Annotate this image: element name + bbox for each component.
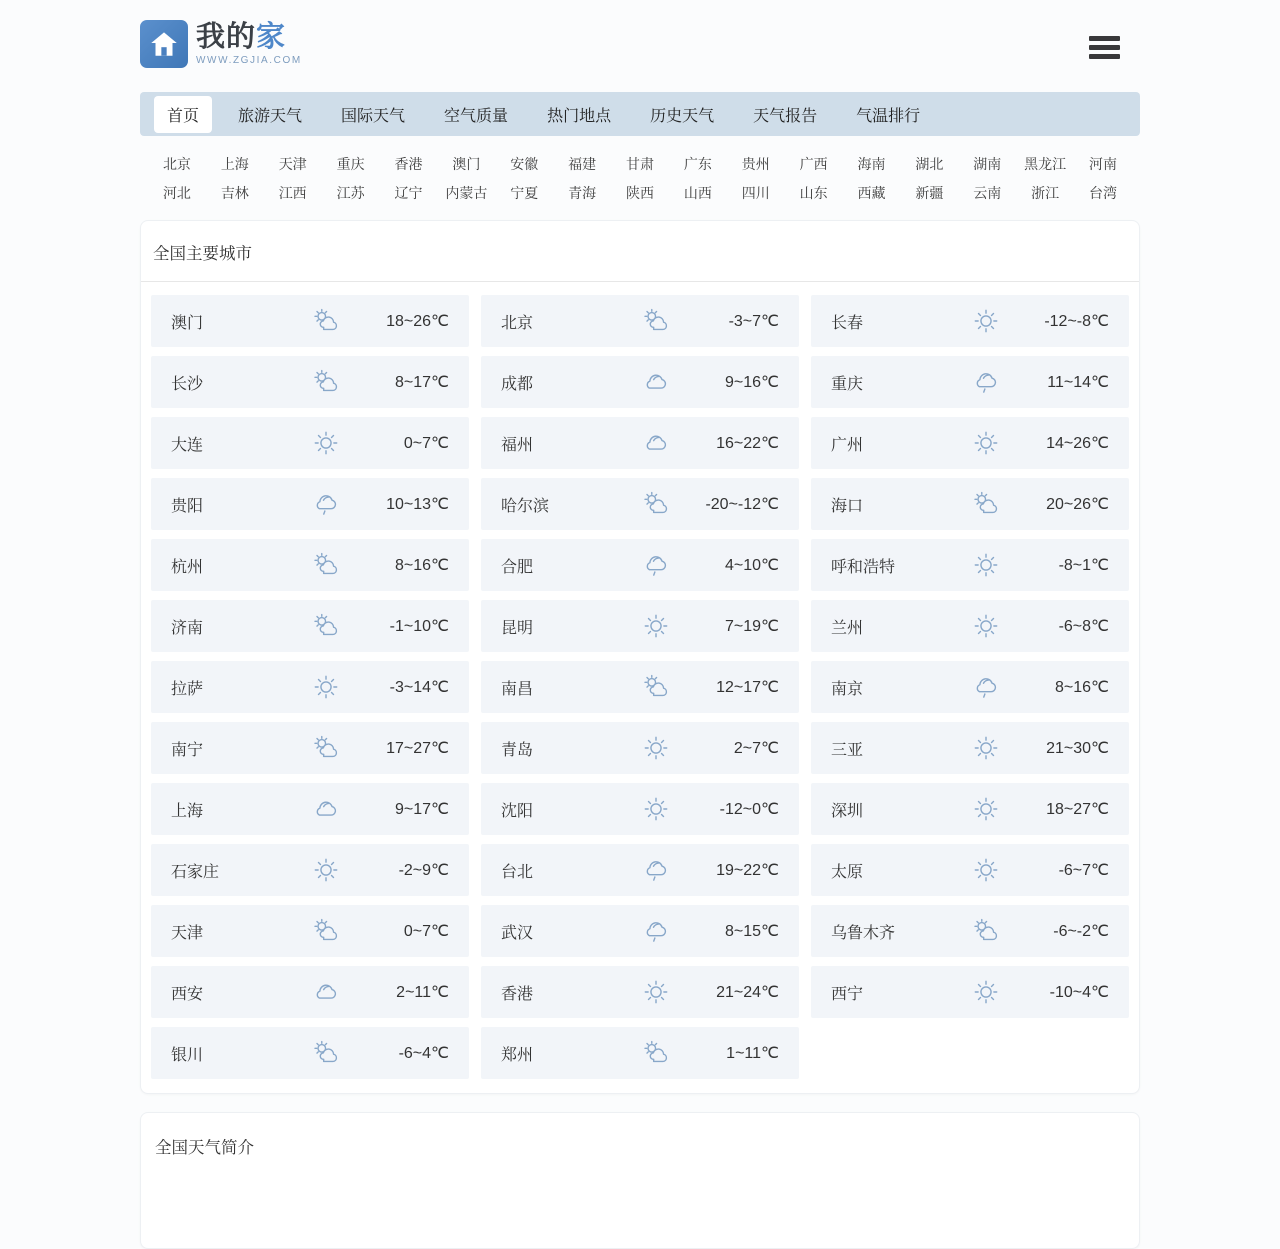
house-icon [147, 27, 181, 61]
partly-cloudy-icon [641, 489, 671, 519]
city-weather-cell[interactable] [481, 600, 799, 652]
city-name: 福州 [501, 436, 534, 454]
city-weather-cell[interactable] [151, 417, 469, 469]
partly-cloudy-icon [311, 733, 341, 763]
province-link[interactable]: 陕西 [625, 185, 654, 201]
city-weather-cell[interactable] [811, 539, 1129, 591]
city-name: 长春 [831, 314, 864, 332]
city-weather-cell[interactable] [151, 539, 469, 591]
province-link[interactable]: 上海 [220, 156, 249, 172]
partly-cloudy-icon [311, 1038, 341, 1068]
city-weather-cell[interactable] [811, 783, 1129, 835]
city-name: 三亚 [831, 741, 864, 759]
city-temperature: 8~16℃ [1054, 679, 1109, 696]
weather-icon-slot [971, 794, 1001, 824]
site-logo[interactable] [140, 20, 302, 68]
city-weather-cell[interactable] [151, 905, 469, 957]
partly-cloudy-icon [971, 489, 1001, 519]
province-link[interactable]: 湖南 [973, 156, 1002, 172]
weather-icon-slot [971, 550, 1001, 580]
nav-tab-0[interactable]: 首页 [154, 96, 212, 133]
partly-cloudy-icon [311, 611, 341, 641]
province-link[interactable]: 西藏 [857, 185, 886, 201]
city-name: 济南 [171, 619, 204, 637]
weather-icon-slot [311, 550, 341, 580]
weather-icon-slot [311, 916, 341, 946]
logo-text [196, 22, 302, 66]
city-name: 太原 [831, 863, 864, 881]
city-name: 武汉 [501, 924, 534, 942]
header [140, 0, 1140, 75]
city-name: 石家庄 [171, 863, 220, 881]
city-temperature: 16~22℃ [716, 435, 779, 452]
city-weather-cell[interactable] [151, 783, 469, 835]
city-temperature: -2~9℃ [398, 862, 449, 879]
city-weather-cell[interactable] [151, 1027, 469, 1079]
city-weather-cell[interactable] [481, 539, 799, 591]
city-temperature: 2~7℃ [733, 740, 779, 757]
city-temperature: 7~19℃ [724, 618, 779, 635]
province-link[interactable]: 江西 [278, 185, 307, 201]
city-temperature: -6~4℃ [398, 1045, 449, 1062]
weather-icon-slot [641, 489, 671, 519]
city-weather-cell[interactable] [481, 661, 799, 713]
cloudy-icon [641, 367, 671, 397]
weather-icon-slot [971, 977, 1001, 1007]
city-temperature: 8~15℃ [724, 923, 779, 940]
major-cities-card [140, 220, 1140, 1094]
city-name: 北京 [501, 314, 534, 332]
cloudy-icon [311, 977, 341, 1007]
province-link[interactable]: 新疆 [915, 185, 944, 201]
province-link[interactable]: 甘肃 [625, 156, 654, 172]
partly-cloudy-icon [971, 916, 1001, 946]
city-weather-cell[interactable] [811, 417, 1129, 469]
hamburger-menu-icon[interactable] [1089, 32, 1120, 63]
city-name: 天津 [171, 924, 204, 942]
city-name: 上海 [171, 802, 204, 820]
city-temperature: 0~7℃ [403, 923, 449, 940]
weather-icon-slot [641, 977, 671, 1007]
city-weather-cell[interactable] [481, 783, 799, 835]
weather-icon-slot [641, 794, 671, 824]
city-temperature: 9~16℃ [724, 374, 779, 391]
city-grid [141, 282, 1139, 1093]
city-name: 青岛 [501, 741, 534, 759]
sunny-icon [641, 611, 671, 641]
city-temperature: 21~24℃ [716, 984, 779, 1001]
city-name: 昆明 [501, 619, 534, 637]
partly-cloudy-icon [641, 1038, 671, 1068]
province-link[interactable]: 吉林 [220, 185, 249, 201]
nav-tab-4[interactable]: 热门地点 [547, 107, 612, 125]
city-name: 呼和浩特 [831, 558, 896, 576]
city-name: 长沙 [171, 375, 204, 393]
city-weather-cell[interactable] [811, 478, 1129, 530]
weather-icon-slot [311, 855, 341, 885]
province-link[interactable]: 海南 [857, 156, 886, 172]
weather-icon-slot [311, 428, 341, 458]
weather-icon-slot [971, 916, 1001, 946]
sunny-icon [971, 977, 1001, 1007]
sunny-icon [311, 428, 341, 458]
rain-icon [311, 489, 341, 519]
city-weather-cell[interactable] [481, 722, 799, 774]
city-name: 拉萨 [171, 680, 204, 698]
city-weather-cell[interactable] [151, 356, 469, 408]
city-temperature: 10~13℃ [386, 496, 449, 513]
province-links [140, 152, 1140, 205]
sunny-icon [971, 611, 1001, 641]
city-weather-cell[interactable] [151, 844, 469, 896]
city-temperature: -12~0℃ [719, 801, 779, 818]
cloudy-icon [311, 794, 341, 824]
logo-title: 我的家 [196, 21, 287, 53]
weather-icon-slot [971, 672, 1001, 702]
weather-icon-slot [971, 611, 1001, 641]
province-link[interactable]: 广西 [799, 156, 828, 172]
sunny-icon [971, 550, 1001, 580]
province-link[interactable]: 湖北 [915, 156, 944, 172]
city-name: 沈阳 [501, 802, 534, 820]
nav-tab-1[interactable]: 旅游天气 [238, 107, 303, 125]
weather-summary-card [140, 1112, 1140, 1249]
province-link[interactable]: 青海 [568, 185, 597, 201]
rain-icon [641, 916, 671, 946]
city-name: 合肥 [501, 558, 534, 576]
city-name: 西安 [171, 985, 204, 1003]
city-name: 郑州 [501, 1046, 534, 1064]
nav-tab-2[interactable]: 国际天气 [341, 107, 406, 125]
rain-icon [641, 550, 671, 580]
weather-icon-slot [641, 367, 671, 397]
city-temperature: 2~11℃ [396, 984, 449, 1001]
weather-icon-slot [971, 733, 1001, 763]
city-temperature: 21~30℃ [1046, 740, 1109, 757]
weather-icon-slot [311, 1038, 341, 1068]
partly-cloudy-icon [311, 550, 341, 580]
sunny-icon [641, 794, 671, 824]
city-name: 成都 [501, 375, 534, 393]
province-link[interactable]: 福建 [568, 156, 597, 172]
city-temperature: 4~10℃ [724, 557, 779, 574]
sunny-icon [311, 672, 341, 702]
rain-icon [971, 367, 1001, 397]
province-link[interactable]: 北京 [162, 156, 191, 172]
city-weather-cell[interactable] [481, 966, 799, 1018]
sunny-icon [971, 733, 1001, 763]
province-link[interactable]: 贵州 [741, 156, 770, 172]
weather-icon-slot [311, 306, 341, 336]
sunny-icon [311, 855, 341, 885]
city-weather-cell[interactable] [151, 966, 469, 1018]
city-name: 哈尔滨 [501, 497, 550, 515]
weather-icon-slot [641, 306, 671, 336]
city-temperature: 0~7℃ [403, 435, 449, 452]
partly-cloudy-icon [311, 916, 341, 946]
city-temperature: -12~-8℃ [1044, 313, 1109, 330]
sunny-icon [971, 306, 1001, 336]
city-name: 兰州 [831, 619, 864, 637]
weather-summary-title: 全国天气简介 [155, 1139, 254, 1157]
city-name: 澳门 [171, 314, 204, 332]
weather-icon-slot [641, 855, 671, 885]
weather-icon-slot [311, 367, 341, 397]
partly-cloudy-icon [641, 672, 671, 702]
city-name: 香港 [501, 985, 534, 1003]
weather-icon-slot [311, 489, 341, 519]
city-name: 南宁 [171, 741, 204, 759]
weather-icon-slot [311, 672, 341, 702]
city-weather-cell[interactable] [811, 844, 1129, 896]
city-weather-cell[interactable] [151, 478, 469, 530]
sunny-icon [971, 855, 1001, 885]
province-link[interactable]: 重庆 [336, 156, 365, 172]
city-name: 广州 [831, 436, 864, 454]
province-link[interactable]: 辽宁 [394, 185, 423, 201]
province-link[interactable]: 澳门 [452, 156, 481, 172]
logo-box [140, 20, 188, 68]
province-link[interactable]: 浙江 [1031, 185, 1060, 201]
nav-tab-5[interactable]: 历史天气 [650, 107, 715, 125]
city-name: 海口 [831, 497, 864, 515]
weather-icon-slot [641, 672, 671, 702]
city-weather-cell[interactable] [811, 966, 1129, 1018]
province-link[interactable]: 云南 [973, 185, 1002, 201]
province-link[interactable]: 江苏 [336, 185, 365, 201]
city-temperature: 19~22℃ [716, 862, 779, 879]
city-temperature: 9~17℃ [394, 801, 449, 818]
weather-icon-slot [311, 733, 341, 763]
city-weather-cell[interactable] [811, 600, 1129, 652]
province-link[interactable]: 河南 [1089, 156, 1118, 172]
city-temperature: -10~4℃ [1049, 984, 1109, 1001]
city-name: 深圳 [831, 802, 864, 820]
city-temperature: 17~27℃ [386, 740, 449, 757]
city-temperature: 18~26℃ [386, 313, 449, 330]
city-temperature: 11~14℃ [1047, 374, 1109, 391]
city-temperature: 8~16℃ [394, 557, 449, 574]
city-temperature: -20~-12℃ [705, 496, 779, 513]
city-weather-cell[interactable] [481, 478, 799, 530]
province-link[interactable]: 台湾 [1089, 185, 1118, 201]
city-weather-cell[interactable] [481, 905, 799, 957]
city-weather-cell[interactable] [151, 661, 469, 713]
province-link[interactable]: 山西 [683, 185, 712, 201]
city-name: 南京 [831, 680, 864, 698]
province-link[interactable]: 天津 [278, 156, 307, 172]
city-weather-cell[interactable] [151, 295, 469, 347]
weather-icon-slot [971, 306, 1001, 336]
province-link[interactable]: 黑龙江 [1024, 156, 1067, 172]
sunny-icon [971, 794, 1001, 824]
city-name: 重庆 [831, 375, 864, 393]
weather-icon-slot [641, 428, 671, 458]
city-temperature: 1~11℃ [726, 1045, 779, 1062]
partly-cloudy-icon [311, 367, 341, 397]
city-temperature: -6~-2℃ [1053, 923, 1109, 940]
major-cities-title: 全国主要城市 [141, 221, 1139, 282]
city-name: 西宁 [831, 985, 864, 1003]
nav-tab-6[interactable]: 天气报告 [753, 107, 818, 125]
city-weather-cell[interactable] [811, 722, 1129, 774]
weather-icon-slot [641, 611, 671, 641]
cloudy-icon [641, 428, 671, 458]
city-name: 乌鲁木齐 [831, 924, 896, 942]
city-name: 贵阳 [171, 497, 204, 515]
city-name: 杭州 [171, 558, 204, 576]
sunny-icon [971, 428, 1001, 458]
page-container [140, 0, 1140, 1249]
city-temperature: -6~7℃ [1058, 862, 1109, 879]
city-weather-cell[interactable] [481, 356, 799, 408]
city-weather-cell[interactable] [811, 661, 1129, 713]
logo-subtitle: WWW.ZGJIA.COM [196, 55, 302, 66]
city-weather-cell[interactable] [811, 905, 1129, 957]
weather-icon-slot [641, 916, 671, 946]
province-link[interactable]: 宁夏 [510, 185, 539, 201]
city-name: 台北 [501, 863, 534, 881]
province-link[interactable]: 山东 [799, 185, 828, 201]
city-temperature: -3~14℃ [389, 679, 449, 696]
city-weather-cell[interactable] [481, 844, 799, 896]
city-temperature: -8~1℃ [1058, 557, 1109, 574]
city-temperature: 12~17℃ [716, 679, 779, 696]
province-link[interactable]: 四川 [741, 185, 770, 201]
province-link[interactable]: 内蒙古 [445, 185, 488, 201]
weather-icon-slot [311, 977, 341, 1007]
city-weather-cell[interactable] [151, 600, 469, 652]
rain-icon [971, 672, 1001, 702]
weather-icon-slot [641, 550, 671, 580]
weather-icon-slot [311, 611, 341, 641]
city-temperature: 18~27℃ [1046, 801, 1109, 818]
province-link[interactable]: 香港 [394, 156, 423, 172]
province-link[interactable]: 安徽 [510, 156, 539, 172]
weather-icon-slot [971, 428, 1001, 458]
nav-tab-7[interactable]: 气温排行 [856, 107, 921, 125]
partly-cloudy-icon [641, 306, 671, 336]
city-weather-cell[interactable] [151, 722, 469, 774]
city-name: 南昌 [501, 680, 534, 698]
city-weather-cell[interactable] [481, 417, 799, 469]
weather-icon-slot [641, 1038, 671, 1068]
nav-tabs [140, 92, 1140, 136]
city-temperature: -3~7℃ [728, 313, 779, 330]
weather-icon-slot [971, 367, 1001, 397]
sunny-icon [641, 733, 671, 763]
city-temperature: -1~10℃ [389, 618, 449, 635]
city-weather-cell[interactable] [811, 356, 1129, 408]
city-name: 大连 [171, 436, 204, 454]
city-weather-cell[interactable] [481, 295, 799, 347]
city-temperature: -6~8℃ [1058, 618, 1109, 635]
weather-icon-slot [311, 794, 341, 824]
partly-cloudy-icon [311, 306, 341, 336]
nav-tab-3[interactable]: 空气质量 [444, 107, 509, 125]
weather-icon-slot [971, 855, 1001, 885]
city-weather-cell[interactable] [481, 1027, 799, 1079]
rain-icon [641, 855, 671, 885]
city-temperature: 14~26℃ [1046, 435, 1109, 452]
province-link[interactable]: 河北 [162, 185, 191, 201]
city-temperature: 20~26℃ [1046, 496, 1109, 513]
province-link[interactable]: 广东 [683, 156, 712, 172]
city-weather-cell[interactable] [811, 295, 1129, 347]
weather-icon-slot [971, 489, 1001, 519]
sunny-icon [641, 977, 671, 1007]
city-temperature: 8~17℃ [394, 374, 449, 391]
city-name: 银川 [171, 1046, 204, 1064]
weather-icon-slot [641, 733, 671, 763]
